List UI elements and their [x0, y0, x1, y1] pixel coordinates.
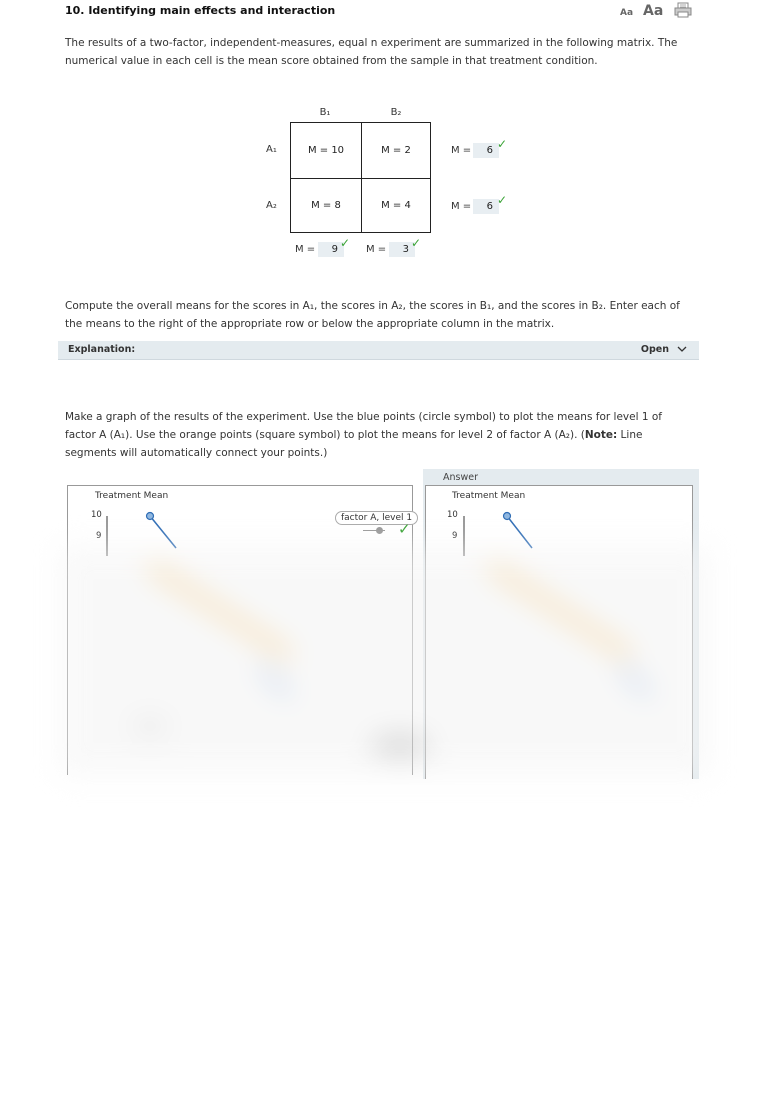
intro-text: The results of a two-factor, independent-measures, equal n experiment are summarized in the following matrix. The numerical value in each cell is the mean score obtained from the sample in that treatment condition.	[65, 37, 678, 67]
row-mean-label-a2: M =	[451, 201, 472, 212]
col-mean-label-b2: M =	[366, 244, 387, 255]
chevron-down-icon[interactable]	[677, 342, 687, 359]
col-mean-input-b1[interactable]: 9	[318, 242, 344, 257]
row-mean-label-a1: M =	[451, 145, 472, 156]
note-label: Note:	[584, 429, 618, 441]
row-mean-input-a1[interactable]: 6	[473, 143, 499, 158]
legend-label-a1[interactable]: factor A, level 1	[335, 511, 418, 525]
col-mean-label-b1: M =	[295, 244, 316, 255]
cell-a2-b1: M = 8	[311, 200, 341, 211]
row-header-a2: A₂	[266, 200, 277, 211]
blurred-graph-region	[60, 546, 710, 776]
correct-check-icon: ✓	[497, 137, 508, 151]
means-matrix	[290, 122, 431, 233]
correct-check-icon: ✓	[497, 193, 508, 207]
y-axis-title: Treatment Mean	[452, 491, 526, 501]
legend-point-icon	[376, 527, 383, 534]
explanation-open-button[interactable]: Open	[640, 344, 669, 355]
col-header-b2: B₂	[390, 107, 402, 118]
correct-check-icon: ✓	[398, 520, 411, 538]
question-title: 10. Identifying main effects and interaction	[65, 4, 336, 17]
printer-icon[interactable]	[674, 2, 692, 18]
instruction-text: Compute the overall means for the scores in A₁, the scores in A₂, the scores in B₁, and the scores in B₂. Enter each of the means to the right of the appropriate row or below the appropriate column in the matrix.	[65, 300, 680, 330]
font-size-large-button[interactable]: Aa	[643, 3, 664, 19]
answer-label: Answer	[443, 472, 478, 483]
col-mean-input-b2[interactable]: 3	[389, 242, 415, 257]
explanation-bar[interactable]	[58, 341, 699, 360]
correct-check-icon: ✓	[411, 236, 422, 250]
y-tick-label: 10	[447, 510, 458, 520]
row-header-a1: A₁	[266, 144, 277, 155]
explanation-label: Explanation:	[68, 344, 136, 355]
correct-check-icon: ✓	[340, 236, 351, 250]
row-mean-input-a2[interactable]: 6	[473, 199, 499, 214]
y-tick-label: 10	[91, 510, 102, 520]
y-tick-label: 9	[452, 531, 458, 541]
cell-a1-b1: M = 10	[307, 145, 345, 156]
cell-a1-b2: M = 2	[381, 145, 411, 156]
font-size-small-button[interactable]: Aa	[620, 8, 634, 18]
cell-a2-b2: M = 4	[381, 200, 411, 211]
graph-instruction-text: Make a graph of the results of the experiment. Use the blue points (circle symbol) to plot the means for level 1 of factor A (A₁). Use the orange points (square symbol) to plot the means for level 2 of factor A (A₂). (Note: Line segments will automatically connect your points.)	[65, 411, 662, 459]
y-tick-label: 9	[96, 531, 102, 541]
y-axis-title: Treatment Mean	[95, 491, 169, 501]
col-header-b1: B₁	[319, 107, 331, 118]
